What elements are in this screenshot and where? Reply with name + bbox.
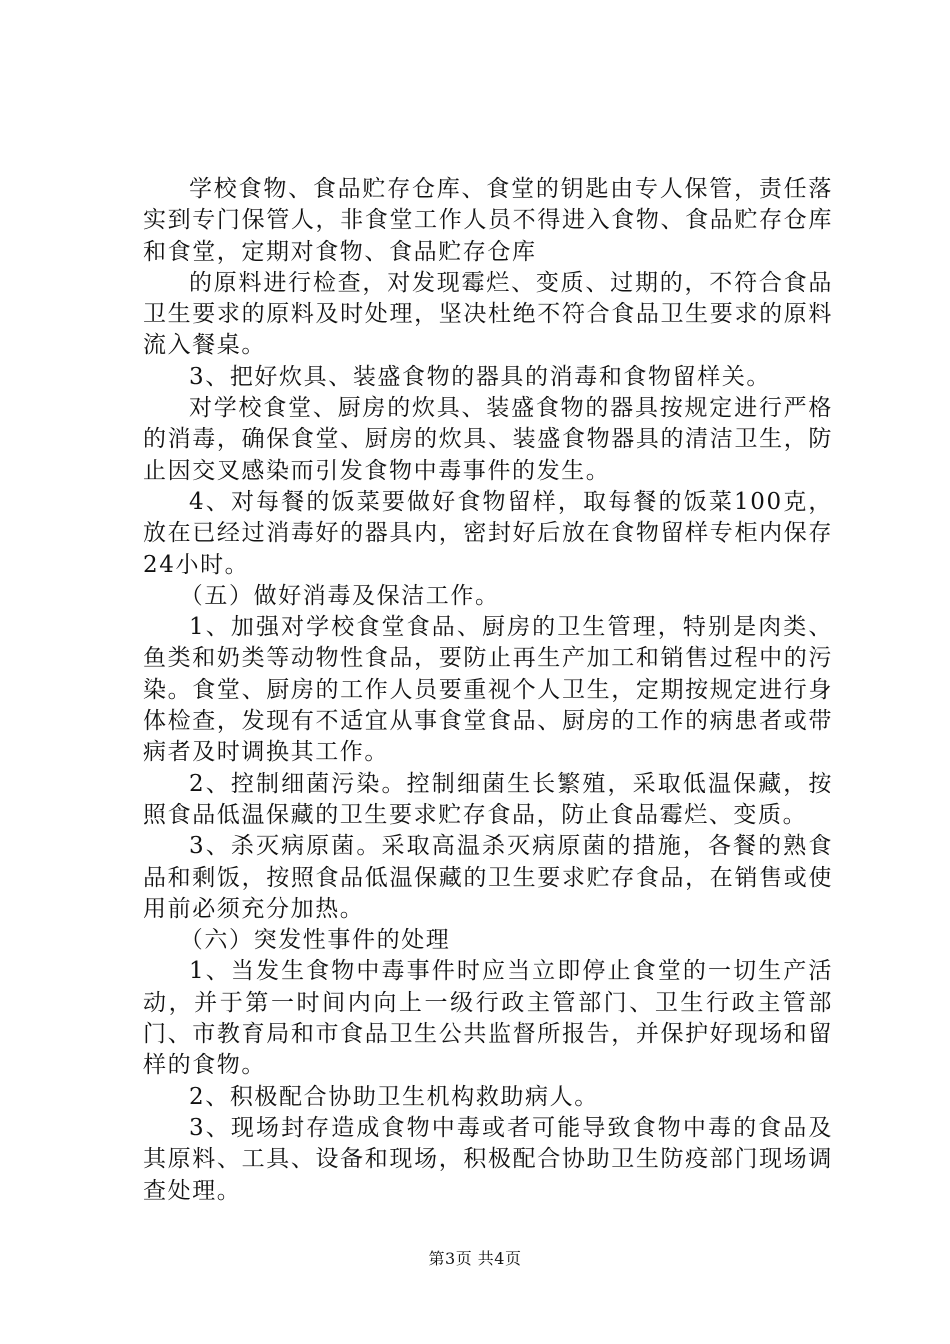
section-heading-five: （五）做好消毒及保洁工作。 — [179, 582, 500, 609]
paragraph-seal-scene: 3、现场封存造成食物中毒或者可能导致食物中毒的食品及其原料、工具、设备和现场，积极配合协助卫生防疫部门现场调查处理。 — [143, 1114, 833, 1204]
paragraph-pathogen-kill: 3、杀灭病原菌。采取高温杀灭病原菌的措施，各餐的熟食品和剩饭，按照食品低温保藏的卫生要求贮存食品，在销售或使用前必须充分加热。 — [143, 833, 833, 922]
document-body — [143, 174, 833, 1207]
paragraph-item-3-disinfection: 3、把好炊具、装盛食物的器具的消毒和食物留样关。 — [189, 363, 772, 390]
paragraph-hygiene-management: 1、加强对学校食堂食品、厨房的卫生管理，特别是肉类、鱼类和奶类等动物性食品，要防止再生产加工和销售过程中的污染。食堂、厨房的工作人员要重视个人卫生，定期按规定进行身体检查，发现有不适宜从事食堂食品、厨房的工作的病患者或带病者及时调换其工作。 — [143, 614, 833, 766]
paragraph-poisoning-response: 1、当发生食物中毒事件时应当立即停止食堂的一切生产活动，并于第一时间内向上一级行政主管部门、卫生行政主管部门、市教育局和市食品卫生公共监督所报告，并保护好现场和留样的食物。 — [143, 958, 833, 1079]
paragraph-utensil-disinfection: 对学校食堂、厨房的炊具、装盛食物的器具按规定进行严格的消毒，确保食堂、厨房的炊具、装盛食物器具的清洁卫生，防止因交叉感染而引发食物中毒事件的发生。 — [143, 395, 833, 484]
paragraph-storage-keys: 学校食物、食品贮存仓库、食堂的钥匙由专人保管，责任落实到专门保管人，非食堂工作人员不得进入食物、食品贮存仓库和食堂，定期对食物、食品贮存仓库 — [143, 176, 833, 265]
page-number-footer: 第3页 共4页 — [428, 1249, 522, 1268]
paragraph-raw-material-check: 的原料进行检查，对发现霉烂、变质、过期的，不符合食品卫生要求的原料及时处理，坚决杜绝不符合食品卫生要求的原料流入餐桌。 — [143, 269, 833, 359]
paragraph-bacteria-control: 2、控制细菌污染。控制细菌生长繁殖，采取低温保藏，按照食品低温保藏的卫生要求贮存食品，防止食品霉烂、变质。 — [143, 770, 833, 828]
section-heading-six: （六）突发性事件的处理 — [179, 927, 451, 954]
paragraph-item-4-food-sample: 4、对每餐的饭菜要做好食物留样，取每餐的饭菜100克，放在已经过消毒好的器具内，密封好后放在食物留样专柜内保存24小时。 — [143, 488, 833, 578]
paragraph-assist-medical: 2、积极配合协助卫生机构救助病人。 — [189, 1083, 599, 1110]
